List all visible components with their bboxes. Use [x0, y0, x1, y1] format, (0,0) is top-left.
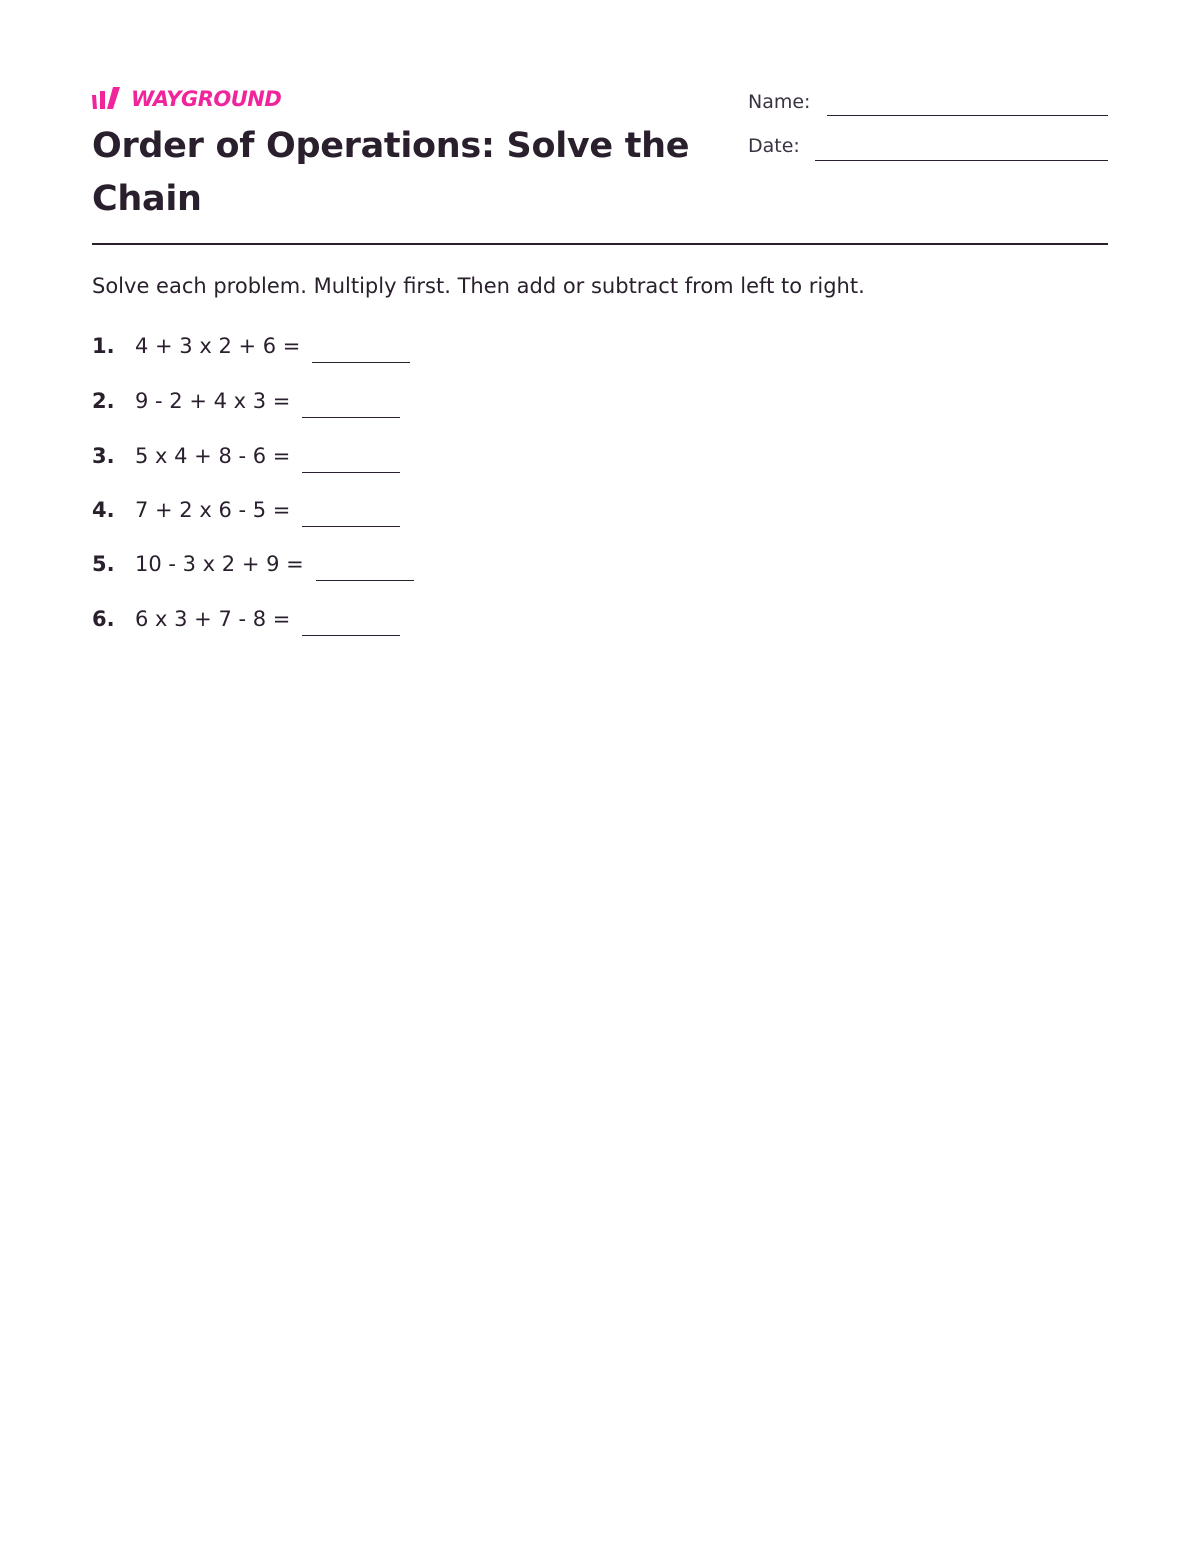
answer-blank[interactable]	[316, 580, 414, 581]
problem-expression: 9 - 2 + 4 x 3 =	[135, 389, 291, 413]
problem-number: 1.	[92, 334, 115, 358]
answer-blank[interactable]	[302, 526, 400, 527]
page-title: Order of Operations: Solve the Chain	[92, 126, 690, 219]
instructions: Solve each problem. Multiply first. Then add or subtract from left to right.	[92, 274, 865, 298]
problem-expression: 10 - 3 x 2 + 9 =	[135, 552, 304, 576]
name-label: Name:	[748, 91, 811, 113]
answer-blank[interactable]	[302, 472, 400, 473]
brand-name: WAYGROUND	[131, 87, 282, 111]
problem-number: 6.	[92, 607, 115, 631]
answer-blank[interactable]	[312, 362, 410, 363]
answer-blank[interactable]	[302, 417, 400, 418]
problem-expression: 6 x 3 + 7 - 8 =	[135, 607, 291, 631]
problem-item	[92, 549, 414, 579]
date-field[interactable]	[815, 160, 1108, 161]
problem-item	[92, 604, 400, 634]
problem-number: 5.	[92, 552, 115, 576]
problem-item	[92, 386, 400, 416]
name-field[interactable]	[827, 115, 1108, 116]
problem-expression: 7 + 2 x 6 - 5 =	[135, 498, 291, 522]
problem-number: 3.	[92, 444, 115, 468]
date-label: Date:	[748, 135, 800, 157]
wayground-logo-icon	[92, 87, 124, 111]
problem-item	[92, 331, 410, 361]
problem-item	[92, 495, 400, 525]
problem-item	[92, 441, 400, 471]
problem-number: 4.	[92, 498, 115, 522]
brand-logo	[92, 86, 281, 112]
problem-expression: 5 x 4 + 8 - 6 =	[135, 444, 291, 468]
header-divider	[92, 243, 1108, 245]
problem-number: 2.	[92, 389, 115, 413]
answer-blank[interactable]	[302, 635, 400, 636]
problem-expression: 4 + 3 x 2 + 6 =	[135, 334, 301, 358]
